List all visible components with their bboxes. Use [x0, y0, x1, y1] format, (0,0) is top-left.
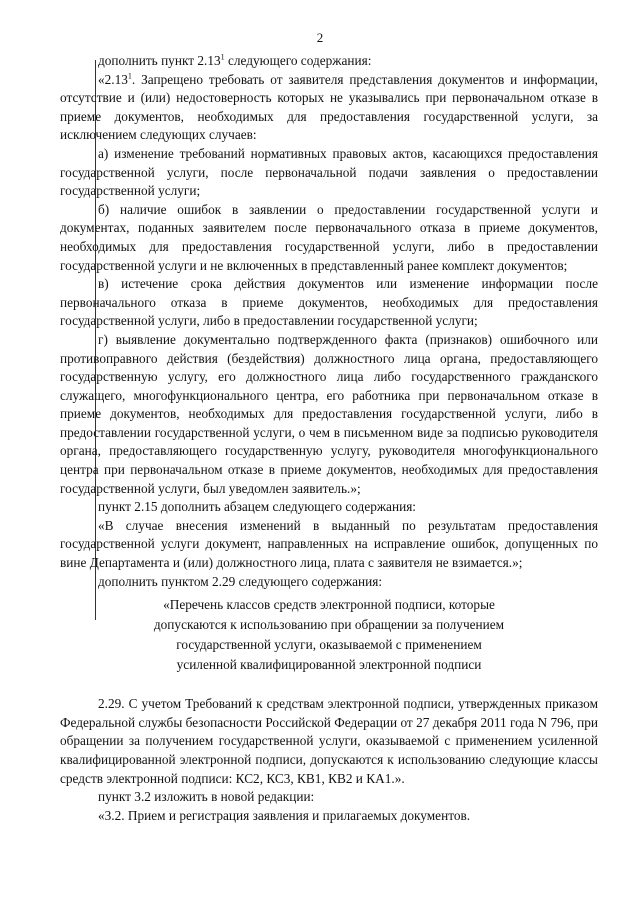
- paragraph-item-b: б) наличие ошибок в заявлении о предоставлении государственной услуги и документах, поданных заявителем после первоначального отказа в приеме документов, необходимых для предоставления государственной услуги, либо в предоставлении государственной услуги и не включенных в представленный ранее комплект документов;: [60, 201, 598, 273]
- page-number: 2: [316, 30, 324, 45]
- paragraph-item-g: г) выявление документально подтвержденного факта (признаков) ошибочного или противоправного действия (бездействия) должностного лица органа, предоставляющего государственную услугу, его должностного лица либо государственного гражданского служащего, многофункционального центра, его работника при первоначальном отказе в приеме документов, необходимых для предоставления государственной услуги, либо в предоставлении государственной услуги, о чем в письменном виде за подписью руководителя органа, предоставляющего государственную услугу, руководителя многофункционального центра при первоначальном отказе в приеме документов, необходимых для предоставления государственной услуги, был уведомлен заявитель.»;: [60, 331, 598, 496]
- paragraph-amend-2-15: пункт 2.15 дополнить абзацем следующего содержания:: [98, 499, 417, 515]
- paragraph-item-v: в) истечение срока действия документов или изменение информации после первоначального отказа в приеме документов, необходимых для предоставления государственной услуги, либо в предоставлении государственной услуги;: [60, 276, 598, 329]
- title-line: усиленной квалифицированной электронной подписи: [176, 657, 482, 673]
- title-line: допускаются к использованию при обращении за получением: [153, 617, 505, 633]
- document-body: [60, 52, 598, 825]
- paragraph-2-15-text: «В случае внесения изменений в выданный по результатам предоставления государственной услуги документ, направленных на исправление ошибок, допущенных по вине Департамента и (или) должностного лица, плата с заявителя не взимается.»;: [60, 517, 598, 571]
- paragraph-3-2-text: «3.2. Прием и регистрация заявления и прилагаемых документов.: [98, 807, 471, 823]
- paragraph-amend-2-13-1: [60, 52, 598, 71]
- section-title: [60, 595, 598, 675]
- text-fragment: «2.13: [98, 71, 128, 87]
- text-fragment: дополнить пункт 2.13: [98, 53, 221, 68]
- text-fragment: следующего содержания:: [224, 53, 372, 68]
- superscript: 1: [127, 71, 132, 81]
- paragraph-item-a: а) изменение требований нормативных правовых актов, касающихся предоставления государственной услуги, после первоначальной подачи заявления о предоставлении государственной услуги;: [60, 145, 598, 199]
- paragraph-2-29-text: 2.29. С учетом Требований к средствам электронной подписи, утвержденных приказом Федеральной службы безопасности Российской Федерации от 27 декабря 2011 года N 796, при обращении за получением государственной услуги, оказываемой с применением усиленной квалифицированной электронной подписи, допускаются к использованию следующие классы средств электронной подписи: КС2, КС3, КВ1, КВ2 и КА1.».: [60, 696, 598, 786]
- paragraph-2-13-1-text: [60, 71, 598, 145]
- spacer: [60, 679, 598, 695]
- paragraph-amend-3-2: пункт 3.2 изложить в новой редакции:: [98, 789, 315, 805]
- title-line: «Перечень классов средств электронной подписи, которые: [163, 597, 495, 613]
- title-line: государственной услуги, оказываемой с применением: [176, 637, 482, 653]
- paragraph-amend-2-29: дополнить пунктом 2.29 следующего содержания:: [98, 573, 383, 589]
- text-fragment: . Запрещено требовать от заявителя представления документов и информации, отсутствие и (или) недостоверность которых не указывались при первоначальном отказе в приеме документов, необходимых для предоставления государственной услуги, за исключением следующих случаев:: [60, 71, 598, 143]
- superscript: 1: [220, 52, 225, 62]
